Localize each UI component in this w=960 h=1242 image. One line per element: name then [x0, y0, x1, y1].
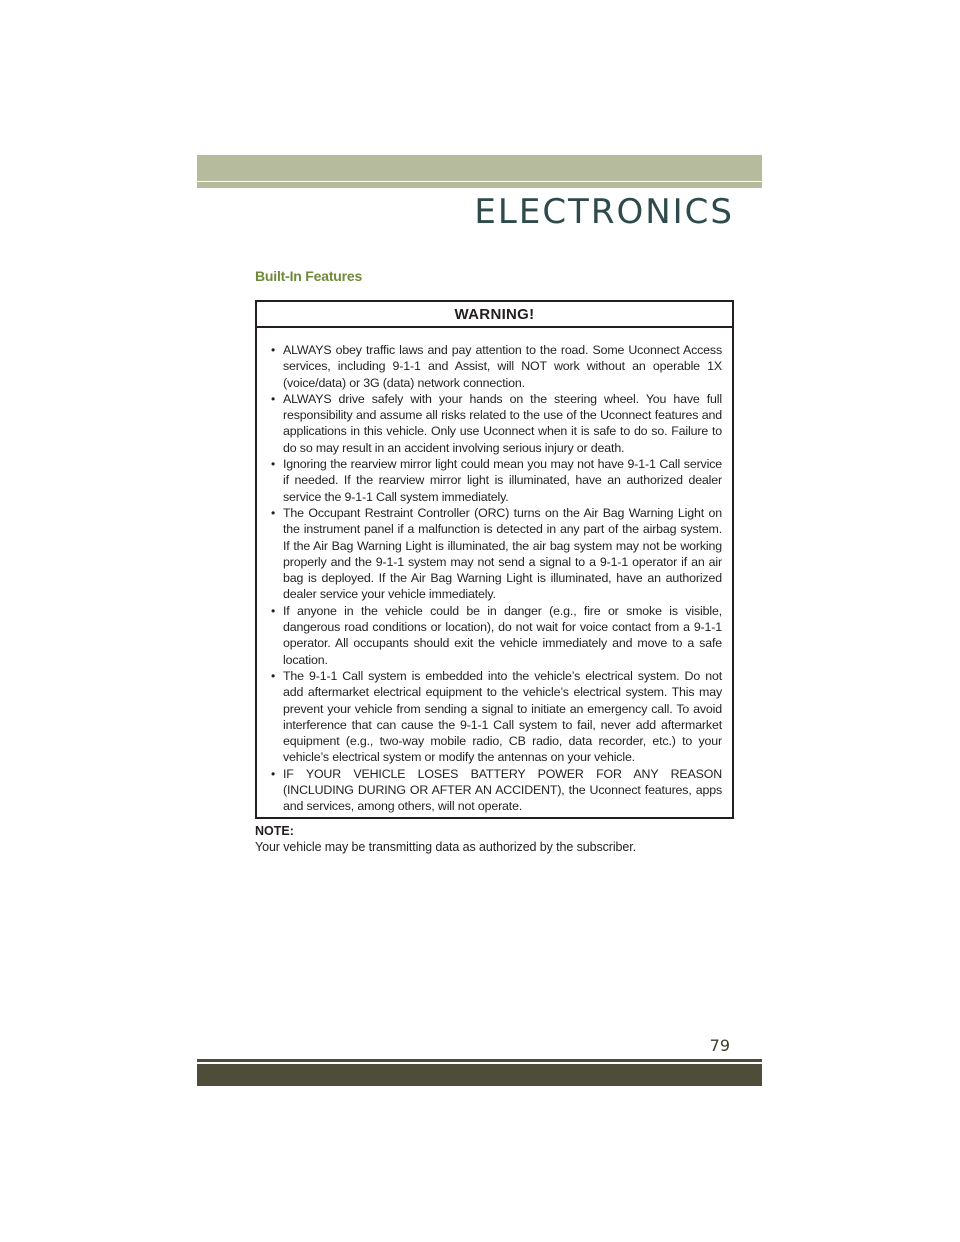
bullet-icon: • — [271, 391, 276, 406]
warning-item-text: ALWAYS drive safely with your hands on the steering wheel. You have full responsibility and assume all risks related to the use of the Uconnect features and applications in this vehicle. Only use Uconnect when it is safe to do so. Failure to do so may result in an accident involving serious injury or death. — [283, 391, 722, 455]
warning-title: WARNING! — [454, 305, 535, 323]
header-band — [197, 155, 762, 181]
bullet-icon: • — [271, 766, 276, 781]
warning-item — [271, 342, 722, 391]
warning-item — [271, 456, 722, 505]
warning-header — [257, 302, 732, 328]
warning-item-text: The Occupant Restraint Controller (ORC) turns on the Air Bag Warning Light on the instrument panel if a malfunction is detected in any part of the airbag system. If the Air Bag Warning Light is illuminated, the air bag system may not be working properly and the 9-1-1 system may not send a signal to a 9-1-1 operator if an air bag is deployed. If the Air Bag Warning Light is illuminated, have an authorized dealer service your vehicle immediately. — [283, 505, 722, 602]
note-text: Your vehicle may be transmitting data as authorized by the subscriber. — [255, 840, 636, 854]
chapter-title: ELECTRONICS — [474, 192, 734, 232]
warning-item — [271, 668, 722, 766]
warning-item — [271, 391, 722, 456]
warning-list — [257, 328, 732, 815]
bullet-icon: • — [271, 505, 276, 520]
warning-item — [271, 603, 722, 668]
warning-item — [271, 505, 722, 603]
warning-item-text: If anyone in the vehicle could be in danger (e.g., fire or smoke is visible, dangerous road conditions or location), do not wait for voice contact from a 9-1-1 operator. All occupants should exit the vehicle immediately and move to a safe location. — [283, 603, 722, 667]
warning-box — [255, 300, 734, 819]
section-heading: Built-In Features — [255, 268, 363, 284]
warning-item-text: Ignoring the rearview mirror light could mean you may not have 9-1-1 Call service if needed. If the rearview mirror light is illuminated, have an authorized dealer service the 9-1-1 Call system immediately. — [283, 457, 722, 504]
note-label: NOTE: — [255, 824, 294, 838]
footer-band — [197, 1064, 762, 1086]
bullet-icon: • — [271, 343, 276, 357]
page-number: 79 — [709, 1036, 730, 1055]
footer-rule — [197, 1059, 762, 1062]
warning-item-text: ALWAYS obey traffic laws and pay attention to the road. Some Uconnect Access services, including 9-1-1 and Assist, will NOT work without an operable 1X (voice/data) or 3G (data) network connection. — [283, 343, 722, 390]
bullet-icon: • — [271, 457, 276, 472]
warning-item-text: The 9-1-1 Call system is embedded into the vehicle’s electrical system. Do not add aftermarket electrical equipment to the vehicle’s electrical system. This may prevent your vehicle from sending a signal to initiate an emergency call. To avoid interference that can cause the 9-1-1 Call system to fail, never add aftermarket equipment (e.g., two-way mobile radio, CB radio, data recorder, etc.) to your vehicle’s electrical system or modify the antennas on your vehicle. — [283, 668, 722, 765]
bullet-icon: • — [271, 603, 276, 618]
bullet-icon: • — [271, 668, 276, 683]
warning-item-text: IF YOUR VEHICLE LOSES BATTERY POWER FOR ANY REASON (INCLUDING DURING OR AFTER AN ACCIDENT), the Uconnect features, apps and services, among others, will not operate. — [283, 766, 722, 814]
warning-item — [271, 766, 722, 815]
